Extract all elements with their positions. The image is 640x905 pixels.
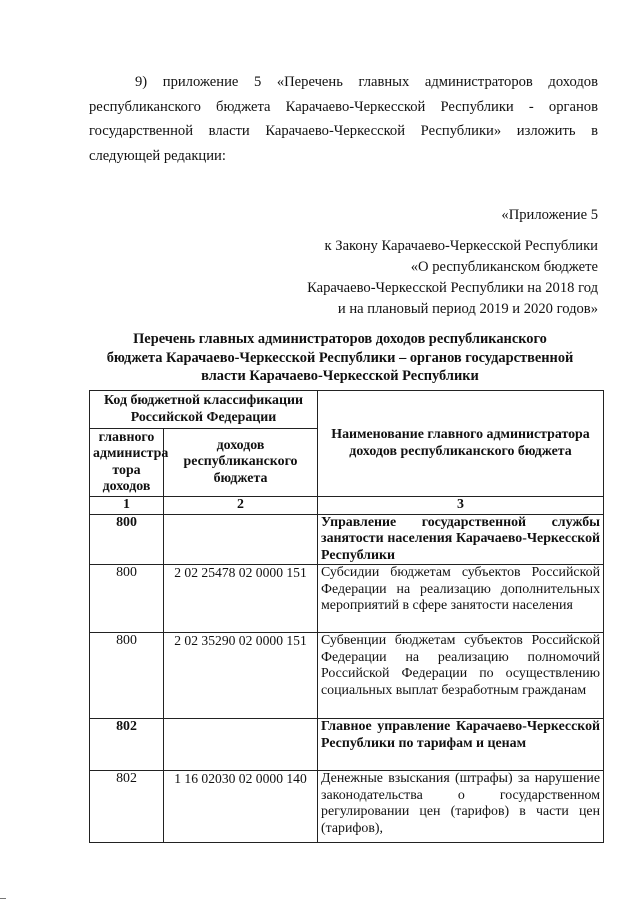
scan-edge-mark	[0, 898, 6, 899]
appendix-heading: «Приложение 5	[501, 207, 598, 223]
admin-code-cell: 800	[90, 565, 164, 633]
title-line-2: бюджета Карачаево-Черкесской Республики – органов государственной	[106, 349, 574, 366]
column-number: 3	[318, 497, 604, 515]
header-revenue-code: доходов республиканского бюджета	[164, 429, 318, 497]
intro-paragraph	[89, 70, 598, 168]
intro-line-2: республиканского бюджета Карачаево-Черкесской Республики - органов	[89, 98, 598, 115]
list-title	[80, 330, 600, 386]
intro-line-1: 9) приложение 5 «Перечень главных администраторов доходов	[135, 74, 598, 90]
revenue-code-cell	[164, 514, 318, 565]
intro-line-3: государственной власти Карачаево-Черкесской Республики» изложить в	[89, 123, 598, 139]
table-row	[90, 719, 604, 771]
revenue-code-cell: 2 02 25478 02 0000 151	[164, 565, 318, 633]
appendix-line-2: «О республиканском бюджете	[410, 259, 598, 275]
administrators-table	[89, 390, 604, 843]
column-number: 1	[90, 497, 164, 515]
intro-line-4: следующей редакции:	[89, 147, 226, 164]
appendix-line-1: к Закону Карачаево-Черкесской Республики	[324, 238, 598, 254]
appendix-reference	[307, 205, 598, 320]
header-admin-name: Наименование главного администратора доходов республиканского бюджета	[318, 391, 604, 497]
table-row	[90, 514, 604, 565]
header-budget-classification: Код бюджетной классификации Российской Федерации	[90, 391, 318, 429]
admin-name-cell: Денежные взыскания (штрафы) за нарушение законодательства о государственном регулировании цен (тарифов) в части цен (тарифов),	[318, 771, 604, 843]
revenue-code-cell	[164, 719, 318, 771]
header-admin-code: главного администра тора доходов	[90, 429, 164, 497]
column-numbers-row	[90, 497, 604, 515]
admin-code-cell: 800	[90, 514, 164, 565]
table-row	[90, 565, 604, 633]
revenue-code-cell: 1 16 02030 02 0000 140	[164, 771, 318, 843]
admin-name-cell: Управление государственной службы занятости населения Карачаево-Черкесской Республики	[318, 514, 604, 565]
admin-code-cell: 802	[90, 771, 164, 843]
admin-name-cell: Субвенции бюджетам субъектов Российской Федерации на реализацию полномочий Российской Федерации по осуществлению социальных выплат безработным гражданам	[318, 633, 604, 719]
appendix-line-3: Карачаево-Черкесской Республики на 2018 год	[307, 280, 598, 296]
admin-name-cell: Главное управление Карачаево-Черкесской Республики по тарифам и ценам	[318, 719, 604, 771]
table-row	[90, 633, 604, 719]
appendix-line-4: и на плановый период 2019 и 2020 годов»	[337, 301, 598, 317]
title-line-1: Перечень главных администраторов доходов республиканского	[133, 331, 547, 347]
title-line-3: власти Карачаево-Черкесской Республики	[201, 368, 479, 384]
admin-name-cell: Субсидии бюджетам субъектов Российской Федерации на реализацию дополнительных мероприятий в сфере занятости населения	[318, 565, 604, 633]
revenue-code-cell: 2 02 35290 02 0000 151	[164, 633, 318, 719]
admin-code-cell: 802	[90, 719, 164, 771]
column-number: 2	[164, 497, 318, 515]
table-row	[90, 771, 604, 843]
admin-code-cell: 800	[90, 633, 164, 719]
